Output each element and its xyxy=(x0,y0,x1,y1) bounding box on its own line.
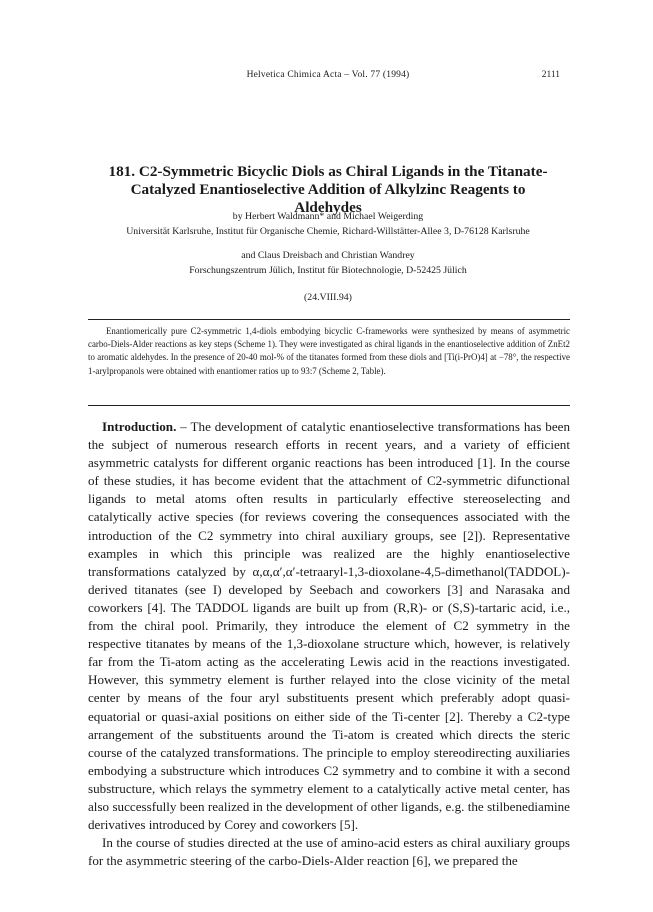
paragraph-2: In the course of studies directed at the use of amino-acid esters as chiral auxiliary groups for the asymmetric steering of the carbo-Diels-Alder reaction [6], we prepared the xyxy=(88,835,570,869)
affiliation-1: Universität Karlsruhe, Institut für Organische Chemie, Richard-Willstätter-Allee 3, D-76128 Karlsruhe xyxy=(126,226,530,237)
paragraph-introduction xyxy=(88,418,570,834)
journal-name: Helvetica Chimica Acta – Vol. 77 (1994) xyxy=(246,70,410,80)
affiliation-2: Forschungszentrum Jülich, Institut für Biotechnologie, D-52425 Jülich xyxy=(189,265,467,276)
section-heading-introduction: Introduction. xyxy=(102,419,177,434)
running-head xyxy=(96,70,560,84)
abstract: Enantiomerically pure C2-symmetric 1,4-diols embodying bicyclic C-frameworks were synthesized by means of asymmetric carbo-Diels-Alder reactions as key steps (Scheme 1). They were investigated as chiral ligands in the enantioselective addition of ZnEt2 to aromatic aldehydes. In the presence of 20-40 mol-% of the titanates formed from these diols and [Ti(i-PrO)4] at −78°, the respective 1-arylpropanols were obtained with enantiomer ratios up to 93:7 (Scheme 2, Table). xyxy=(88,326,570,376)
article-title: 181. C2-Symmetric Bicyclic Diols as Chiral Ligands in the Titanate-Catalyzed Enantioselective Addition of Alkylzinc Reagents to Aldehydes xyxy=(108,163,548,216)
received-date: (24.VIII.94) xyxy=(304,292,352,303)
page-number: 2111 xyxy=(541,70,560,80)
abstract-bottom-rule xyxy=(88,405,570,406)
article-body xyxy=(88,418,570,870)
author-line-2: and Claus Dreisbach and Christian Wandrey xyxy=(241,250,415,261)
paragraph-1-text: – The development of catalytic enantioselective transformations has been the subject of numerous research efforts in recent years, and a variety of efficient asymmetric catalysts for different organic reactions has been introduced [1]. In the course of these studies, it has become evident that the attachment of C2-symmetric difunctional ligands to metal atoms often results in particularly effective stereoselecting and catalytically active species (for reviews covering the consequences associated with the introduction of the C2 symmetry into chiral auxiliary groups, see [2]). Representative examples in which this principle was realized are the highly enantioselective transformations catalyzed by α,α,α′,α′-tetraaryl-1,3-dioxolane-4,5-dimethanol(TADDOL)-derived titanates (see I) developed by Seebach and coworkers [3] and Narasaka and coworkers [4]. The TADDOL ligands are built up from (R,R)- or (S,S)-tartaric acid, i.e., from the chiral pool. Primarily, they introduce the element of C2 symmetry in the respective titanates by means of the 1,3-dioxolane structure which, however, is relatively far from the Ti-atom acting as the accelerating Lewis acid in the reactions investigated. However, this symmetry element is further relayed into the close vicinity of the metal center by means of the four aryl substituents present which preferably adopt quasi-equatorial or quasi-axial positions on either side of the Ti-center [2]. Thereby a C2-type arrangement of the substituents around the Ti-atom is created which directs the steric course of the catalyzed transformations. The principle to employ stereodirecting auxiliaries embodying a substructure which introduces C2 symmetry and to combine it with a second substructure, which relays the symmetry element to a catalytically active metal center, has also successfully been realized in the development of other ligands, e.g. the stilbenediamine derivatives introduced by Corey and coworkers [5]. xyxy=(88,419,570,833)
abstract-top-rule xyxy=(88,319,570,320)
author-line-1: by Herbert Waldmann* and Michael Weigerding xyxy=(232,211,424,222)
